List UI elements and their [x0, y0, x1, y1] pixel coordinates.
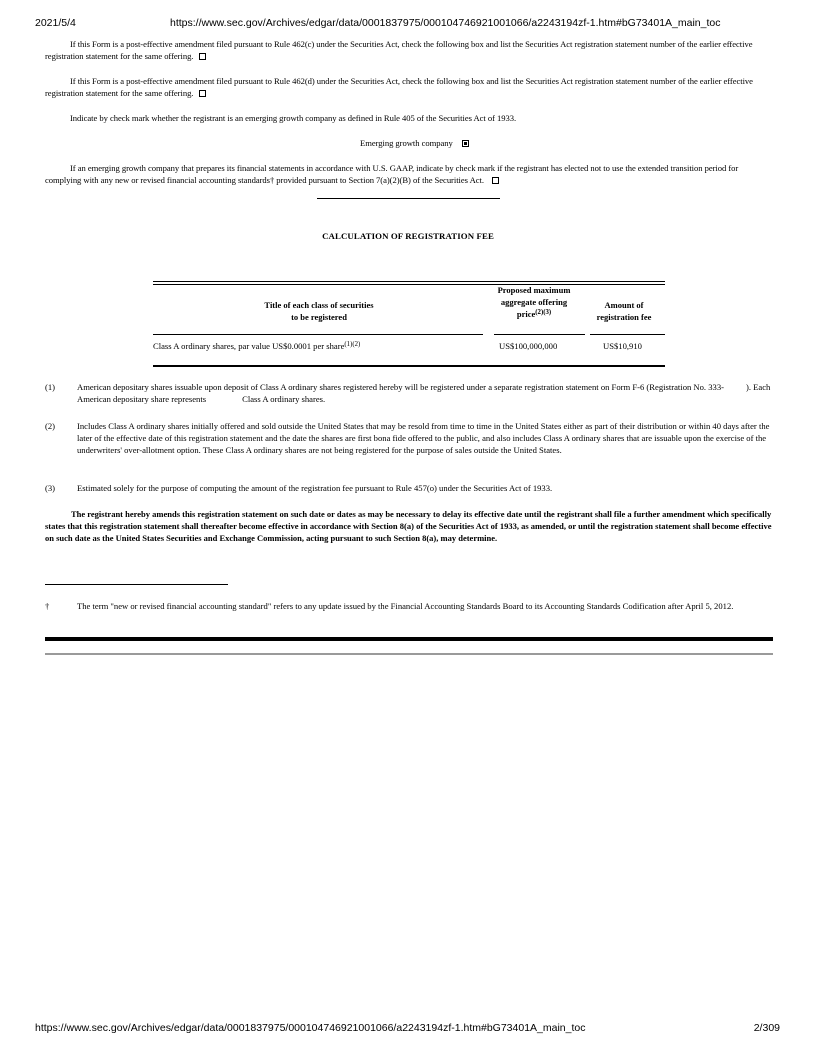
footnote-1: [45, 381, 775, 407]
header-title-line2: to be registered: [291, 312, 347, 322]
transition-period-checkbox[interactable]: [492, 177, 499, 184]
footnote-2-text: Includes Class A ordinary shares initially offered and sold outside the United States that may be resold from time to time in the United States either as part of their distribution or within 40 days after the later of the effective date of this registration statement and the date the shares are first bona fide offered to the public, and also includes Class A ordinary shares that are issuable upon the exercise of the underwriters' over-allotment option. These Class A ordinary shares are not being registered for the purpose of sales outside the United States.: [77, 421, 770, 455]
header-price-word: price: [516, 309, 536, 319]
table-top-rule: [153, 281, 665, 282]
calculation-title: CALCULATION OF REGISTRATION FEE: [322, 231, 494, 241]
column-header-title: [233, 299, 405, 323]
rule-462c-paragraph: [45, 38, 775, 62]
rule-462c-text: If this Form is a post-effective amendment filed pursuant to Rule 462(c) under the Securities Act, check the following box and list the Securities Act registration statement number of the earlier effective registration statement for the same offering.: [45, 39, 753, 61]
column-header-price: [478, 284, 590, 320]
delaying-amendment-paragraph: The registrant hereby amends this registration statement on such date or dates as may be necessary to delay its effective date until the registrant shall file a further amendment which specifically states that this registration statement shall thereafter become effective in accordance with Section 8(a) of the Securities Act of 1933, as amended, or until the registration statement shall become effective on such date as the United States Securities and Exchange Commission, acting pursuant to such Section 8(a), may determine.: [45, 509, 772, 543]
column-header-fee: [583, 299, 665, 323]
transition-period-text: If an emerging growth company that prepares its financial statements in accordance with U.S. GAAP, indicate by check mark if the registrant has elected not to use the extended transition period for complying with any new or revised financial accounting standards† provided pursuant to Section 7(a)(2)(B) of the Securities Act.: [45, 163, 739, 185]
rule-462c-checkbox[interactable]: [199, 53, 206, 60]
rule-462d-text: If this Form is a post-effective amendment filed pursuant to Rule 462(d) under the Securities Act, check the following box and list the Securities Act registration statement number of the earlier effective registration statement for the same offering.: [45, 76, 753, 98]
header-price-line2: aggregate offering: [500, 297, 568, 307]
footnote-1-mark: (1): [45, 382, 56, 392]
print-header: [0, 17, 816, 33]
print-footer: [0, 1022, 816, 1038]
print-url-header: https://www.sec.gov/Archives/edgar/data/0001837975/000104746921001066/a2243194zf-1.htm#bG73401A_main_toc: [170, 17, 721, 29]
footnote-1-text-c: Class A ordinary shares.: [242, 394, 326, 404]
section-divider: [317, 198, 500, 199]
table-row-security: [153, 340, 360, 352]
table-row-fee: US$10,910: [603, 341, 642, 351]
security-notes: (1)(2): [344, 341, 361, 348]
emerging-growth-checkbox[interactable]: [462, 140, 469, 147]
header-price-line3: [478, 308, 590, 320]
page-end-thin-rule: [45, 653, 773, 655]
security-description: Class A ordinary shares, par value US$0.0001 per share: [153, 341, 345, 351]
footnote-2-mark: (2): [45, 421, 56, 431]
rule-462d-checkbox[interactable]: [199, 90, 206, 97]
footnote-1-text: [77, 381, 771, 405]
print-url-footer: https://www.sec.gov/Archives/edgar/data/0001837975/000104746921001066/a2243194zf-1.htm#bG73401A_main_toc: [35, 1022, 586, 1034]
table-row-price: US$100,000,000: [499, 341, 558, 351]
footnote-1-text-b: ). Each American depositary share represents: [77, 382, 771, 404]
page-number: 2/309: [753, 1022, 780, 1034]
header-title-line1: Title of each class of securities: [264, 300, 374, 310]
page-end-thick-rule: [45, 637, 773, 641]
footnote-3: [45, 482, 775, 496]
footnote-3-text: Estimated solely for the purpose of computing the amount of the registration fee pursuant to Rule 457(o) under the Securities Act of 1933.: [77, 483, 553, 493]
emerging-growth-indicate: Indicate by check mark whether the registrant is an emerging growth company as defined in Rule 405 of the Securities Act of 1933.: [70, 113, 517, 123]
footnote-1-text-a: American depositary shares issuable upon deposit of Class A ordinary shares registered hereby will be registered under a separate registration statement on Form F-6 (Registration No. 333-: [77, 382, 724, 392]
table-bottom-rule: [153, 365, 665, 367]
header-fee-line1: Amount of: [604, 300, 644, 310]
emerging-growth-row: [360, 137, 469, 149]
header-price-notes: (2)(3): [535, 309, 552, 316]
rule-462d-paragraph: [45, 75, 775, 99]
dagger-footnote: [45, 600, 775, 626]
dagger-footnote-text: The term "new or revised financial accounting standard" refers to any update issued by the Financial Accounting Standards Board to its Accounting Standards Codification after April 5, 2012.: [77, 601, 734, 611]
table-header-rule-price: [494, 334, 585, 335]
footnote-2: [45, 420, 775, 470]
header-price-line1: Proposed maximum: [497, 285, 571, 295]
emerging-growth-label: Emerging growth company: [360, 138, 453, 148]
print-date: 2021/5/4: [35, 17, 76, 29]
header-fee-line2: registration fee: [596, 312, 652, 322]
dagger-footnote-mark: †: [45, 601, 50, 611]
table-header-rule-left: [153, 334, 483, 335]
footnote-3-mark: (3): [45, 483, 56, 493]
footnote-divider: [45, 584, 228, 585]
transition-period-paragraph: [45, 162, 775, 186]
table-header-rule-fee: [590, 334, 665, 335]
